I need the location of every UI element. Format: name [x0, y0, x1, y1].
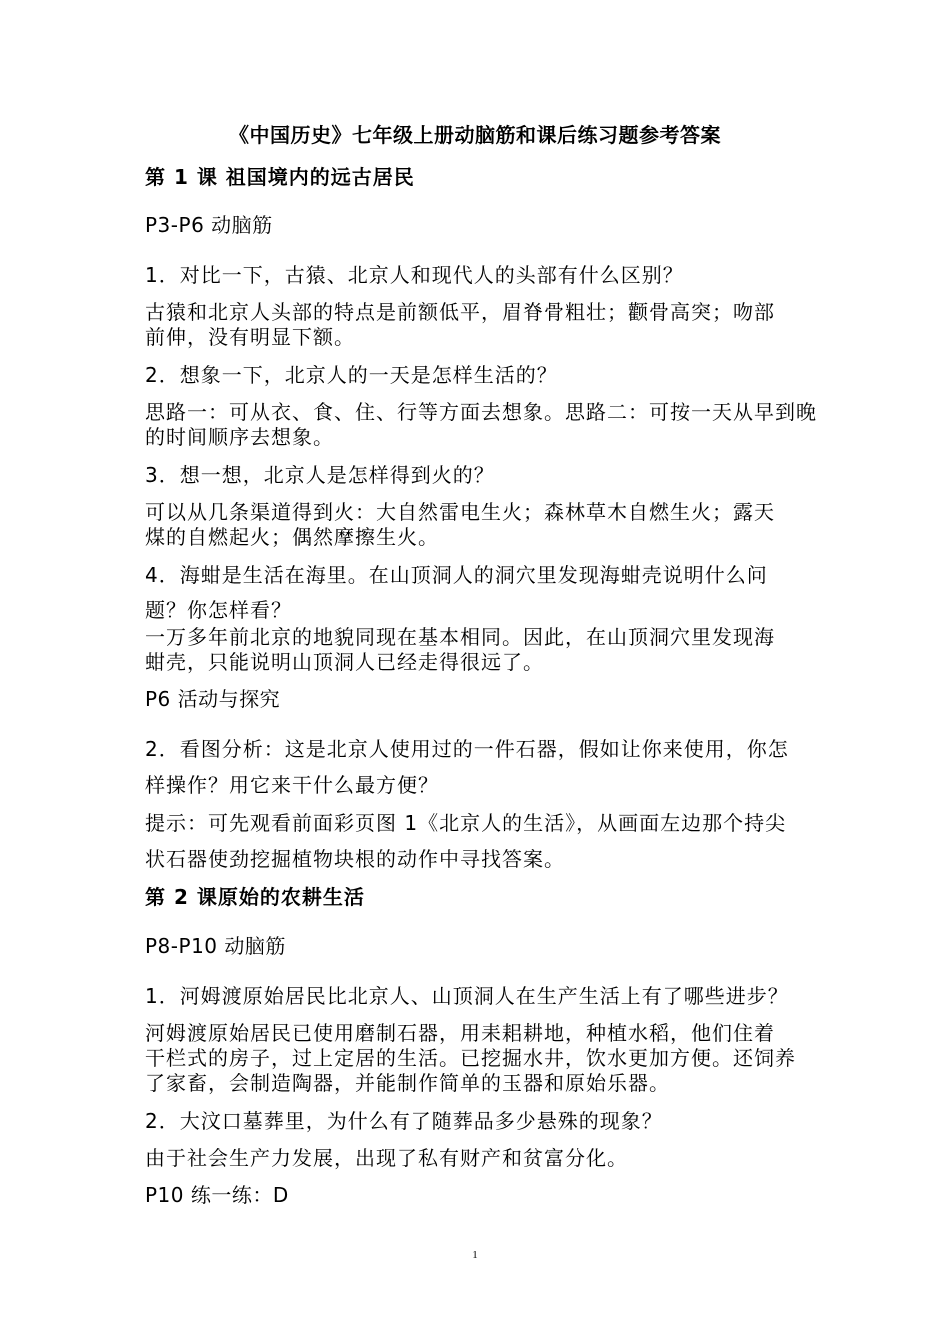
lesson-1-answer-1-line-1: 古猿和北京人头部的特点是前额低平，眉脊骨粗壮；颧骨高突；吻部 [145, 300, 775, 324]
lesson-1-section-brainstorm: P3-P6 动脑筋 [145, 213, 273, 237]
lesson-1-answer-3-line-2: 煤的自燃起火；偶然摩擦生火。 [145, 525, 439, 549]
lesson-1-section-activity: P6 活动与探究 [145, 687, 281, 711]
lesson-1-heading: 第 1 课 祖国境内的远古居民 [145, 165, 415, 189]
lesson-2-answer-1-line-2: 干栏式的房子，过上定居的生活。已挖掘水井，饮水更加方便。还饲养 [145, 1046, 796, 1070]
lesson-2-heading: 第 2 课原始的农耕生活 [145, 885, 365, 909]
lesson-1-answer-2-line-1: 思路一：可从衣、食、住、行等方面去想象。思路二：可按一天从早到晚 [145, 400, 817, 424]
lesson-1-answer-2-line-2: 的时间顺序去想象。 [145, 425, 334, 449]
lesson-1-activity-answer-line-1: 提示：可先观看前面彩页图 1《北京人的生活》，从画面左边那个持尖 [145, 811, 787, 835]
lesson-1-question-4-line-2: 题？你怎样看？ [145, 598, 292, 622]
lesson-1-question-1: 1．对比一下，古猿、北京人和现代人的头部有什么区别？ [145, 263, 684, 287]
lesson-1-answer-4-line-1: 一万多年前北京的地貌同现在基本相同。因此，在山顶洞穴里发现海 [145, 625, 775, 649]
lesson-1-question-2: 2．想象一下，北京人的一天是怎样生活的？ [145, 363, 558, 387]
lesson-2-answer-2: 由于社会生产力发展，出现了私有财产和贫富分化。 [145, 1146, 628, 1170]
lesson-2-question-1: 1．河姆渡原始居民比北京人、山顶洞人在生产生活上有了哪些进步？ [145, 984, 789, 1008]
page-number: 1 [472, 1249, 478, 1261]
lesson-1-answer-3-line-1: 可以从几条渠道得到火：大自然雷电生火；森林草木自燃生火；露天 [145, 500, 775, 524]
lesson-2-answer-1-line-1: 河姆渡原始居民已使用磨制石器，用耒耜耕地，种植水稻，他们住着 [145, 1021, 775, 1045]
lesson-1-activity-question-line-2: 样操作？用它来干什么最方便？ [145, 773, 439, 797]
document-title: 《中国历史》七年级上册动脑筋和课后练习题参考答案 [229, 123, 721, 147]
lesson-2-question-2: 2．大汶口墓葬里，为什么有了随葬品多少悬殊的现象？ [145, 1109, 663, 1133]
lesson-1-answer-1-line-2: 前伸，没有明显下额。 [145, 325, 355, 349]
lesson-1-activity-answer-line-2: 状石器使劲挖掘植物块根的动作中寻找答案。 [145, 847, 565, 871]
lesson-2-answer-1-line-3: 了家畜，会制造陶器，并能制作简单的玉器和原始乐器。 [145, 1071, 670, 1095]
lesson-2-section-brainstorm: P8-P10 动脑筋 [145, 934, 286, 958]
lesson-1-question-4-line-1: 4．海蚶是生活在海里。在山顶洞人的洞穴里发现海蚶壳说明什么问 [145, 563, 768, 587]
lesson-1-answer-4-line-2: 蚶壳，只能说明山顶洞人已经走得很远了。 [145, 650, 544, 674]
lesson-1-question-3: 3．想一想，北京人是怎样得到火的？ [145, 463, 495, 487]
lesson-2-practice-answer: P10 练一练：D [145, 1183, 289, 1207]
lesson-1-activity-question-line-1: 2．看图分析：这是北京人使用过的一件石器，假如让你来使用，你怎 [145, 737, 789, 761]
